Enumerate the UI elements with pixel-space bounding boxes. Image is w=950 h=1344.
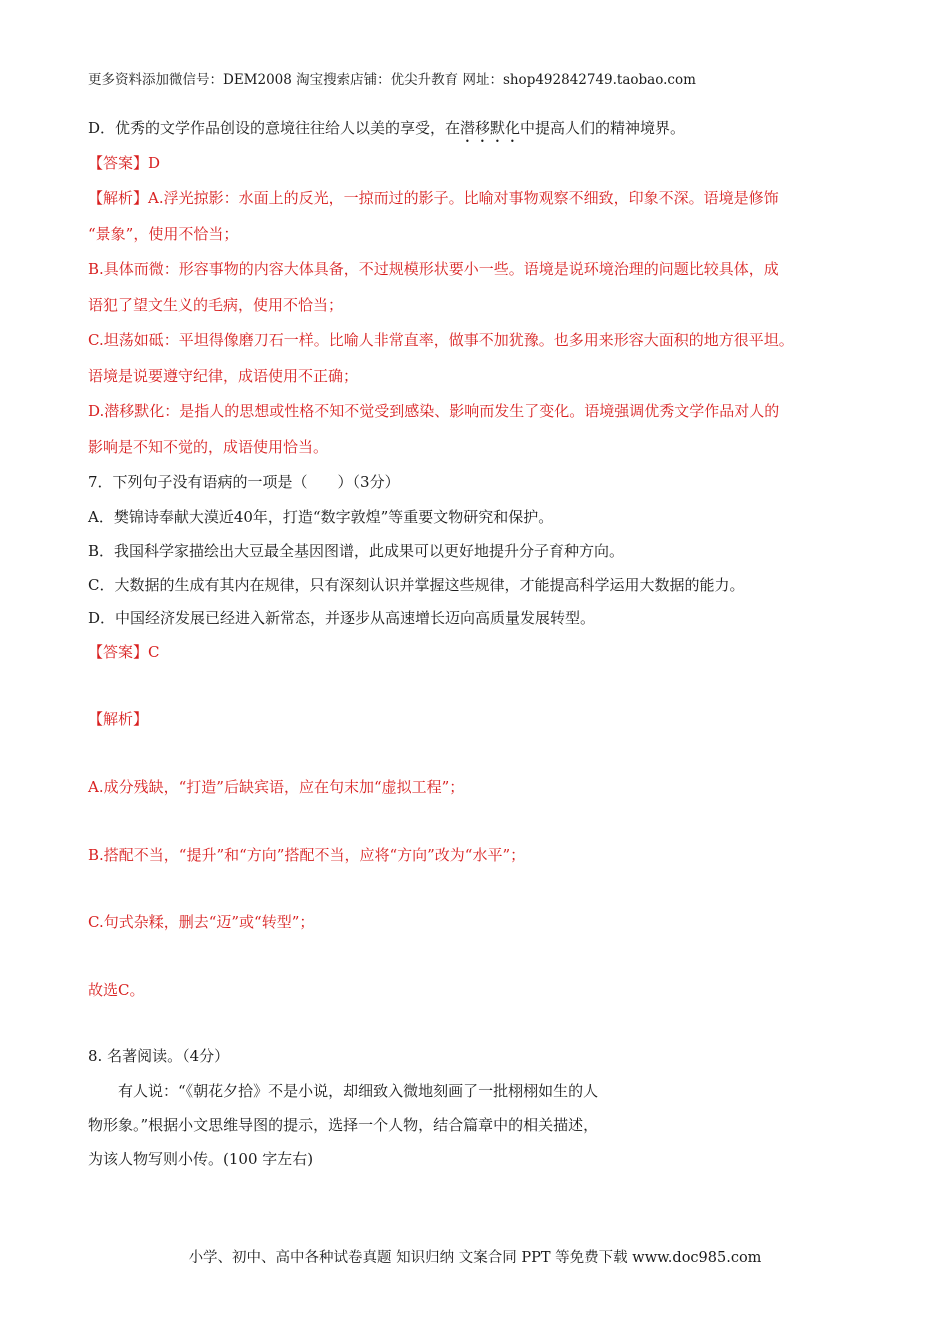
- question-6-analysis-line: 语犯了望文生义的毛病，使用不恰当；: [88, 296, 344, 314]
- option-d-prefix: D．优秀的文学作品创设的意境往往给人以美的享受，在: [88, 119, 461, 137]
- question-7-analysis-line: 故选C。: [88, 981, 145, 999]
- question-8-body-line: 有人说：“《朝花夕拾》不是小说，却细致入微地刻画了一批栩栩如生的人: [118, 1082, 599, 1100]
- question-7-answer: 【答案】C: [88, 643, 160, 661]
- page-footer: 小学、初中、高中各种试卷真题 知识归纳 文案合同 PPT 等免费下载 www.doc985.com: [188, 1250, 762, 1266]
- question-6-analysis-line: B.具体而微：形容事物的内容大体具备，不过规模形状要小一些。语境是说环境治理的问题比较具体，成: [88, 260, 779, 278]
- option-d-idiom: 潜移默化: [460, 119, 521, 137]
- question-7-stem: 7．下列句子没有语病的一项是（ ）（3分）: [88, 473, 400, 491]
- page-header: 更多资料添加微信号：DEM2008 淘宝搜索店铺：优尖升教育 网址：shop492842749.taobao.com: [88, 72, 696, 88]
- question-8-body-line: 物形象。”根据小文思维导图的提示，选择一个人物，结合篇章中的相关描述，: [88, 1116, 599, 1134]
- question-8-body-line: 为该人物写则小传。(100 字左右): [88, 1150, 314, 1168]
- question-7-option: D．中国经济发展已经进入新常态，并逐步从高速增长迈向高质量发展转型。: [88, 609, 596, 627]
- question-6-analysis-line: D.潜移默化：是指人的思想或性格不知不觉受到感染、影响而发生了变化。语境强调优秀文学作品对人的: [88, 402, 780, 420]
- question-6-analysis-line: 影响是不知不觉的，成语使用恰当。: [88, 438, 329, 456]
- question-7-option: C．大数据的生成有其内在规律，只有深刻认识并掌握这些规律，才能提高科学运用大数据的能力。: [88, 576, 745, 594]
- question-6-analysis-line: 语境是说要遵守纪律，成语使用不正确；: [88, 367, 359, 385]
- question-6-option-d: [88, 118, 685, 146]
- question-7-option: A．樊锦诗奉献大漠近40年，打造“数字敦煌”等重要文物研究和保护。: [88, 508, 554, 526]
- question-6-analysis-line: 【解析】A.浮光掠影：水面上的反光，一掠而过的影子。比喻对事物观察不细致，印象不深。语境是修饰: [88, 189, 779, 207]
- question-6-analysis-line: C.坦荡如砥：平坦得像磨刀石一样。比喻人非常直率，做事不加犹豫。也多用来形容大面积的地方很平坦。: [88, 331, 794, 349]
- question-6-analysis-line: “景象”，使用不恰当；: [88, 225, 239, 243]
- question-7-analysis-line: C.句式杂糅，删去“迈”或“转型”；: [88, 913, 315, 931]
- question-6-answer: 【答案】D: [88, 154, 161, 172]
- question-7-option: B．我国科学家描绘出大豆最全基因图谱，此成果可以更好地提升分子育种方向。: [88, 542, 625, 560]
- question-7-analysis-line: B.搭配不当，“提升”和“方向”搭配不当，应将“方向”改为“水平”；: [88, 846, 526, 864]
- option-d-suffix: 中提高人们的精神境界。: [520, 119, 686, 137]
- question-7-analysis-line: A.成分残缺，“打造”后缺宾语，应在句末加“虚拟工程”；: [88, 778, 465, 796]
- question-8-stem: 8. 名著阅读。（4分）: [88, 1047, 230, 1065]
- question-7-analysis-title: 【解析】: [88, 710, 149, 728]
